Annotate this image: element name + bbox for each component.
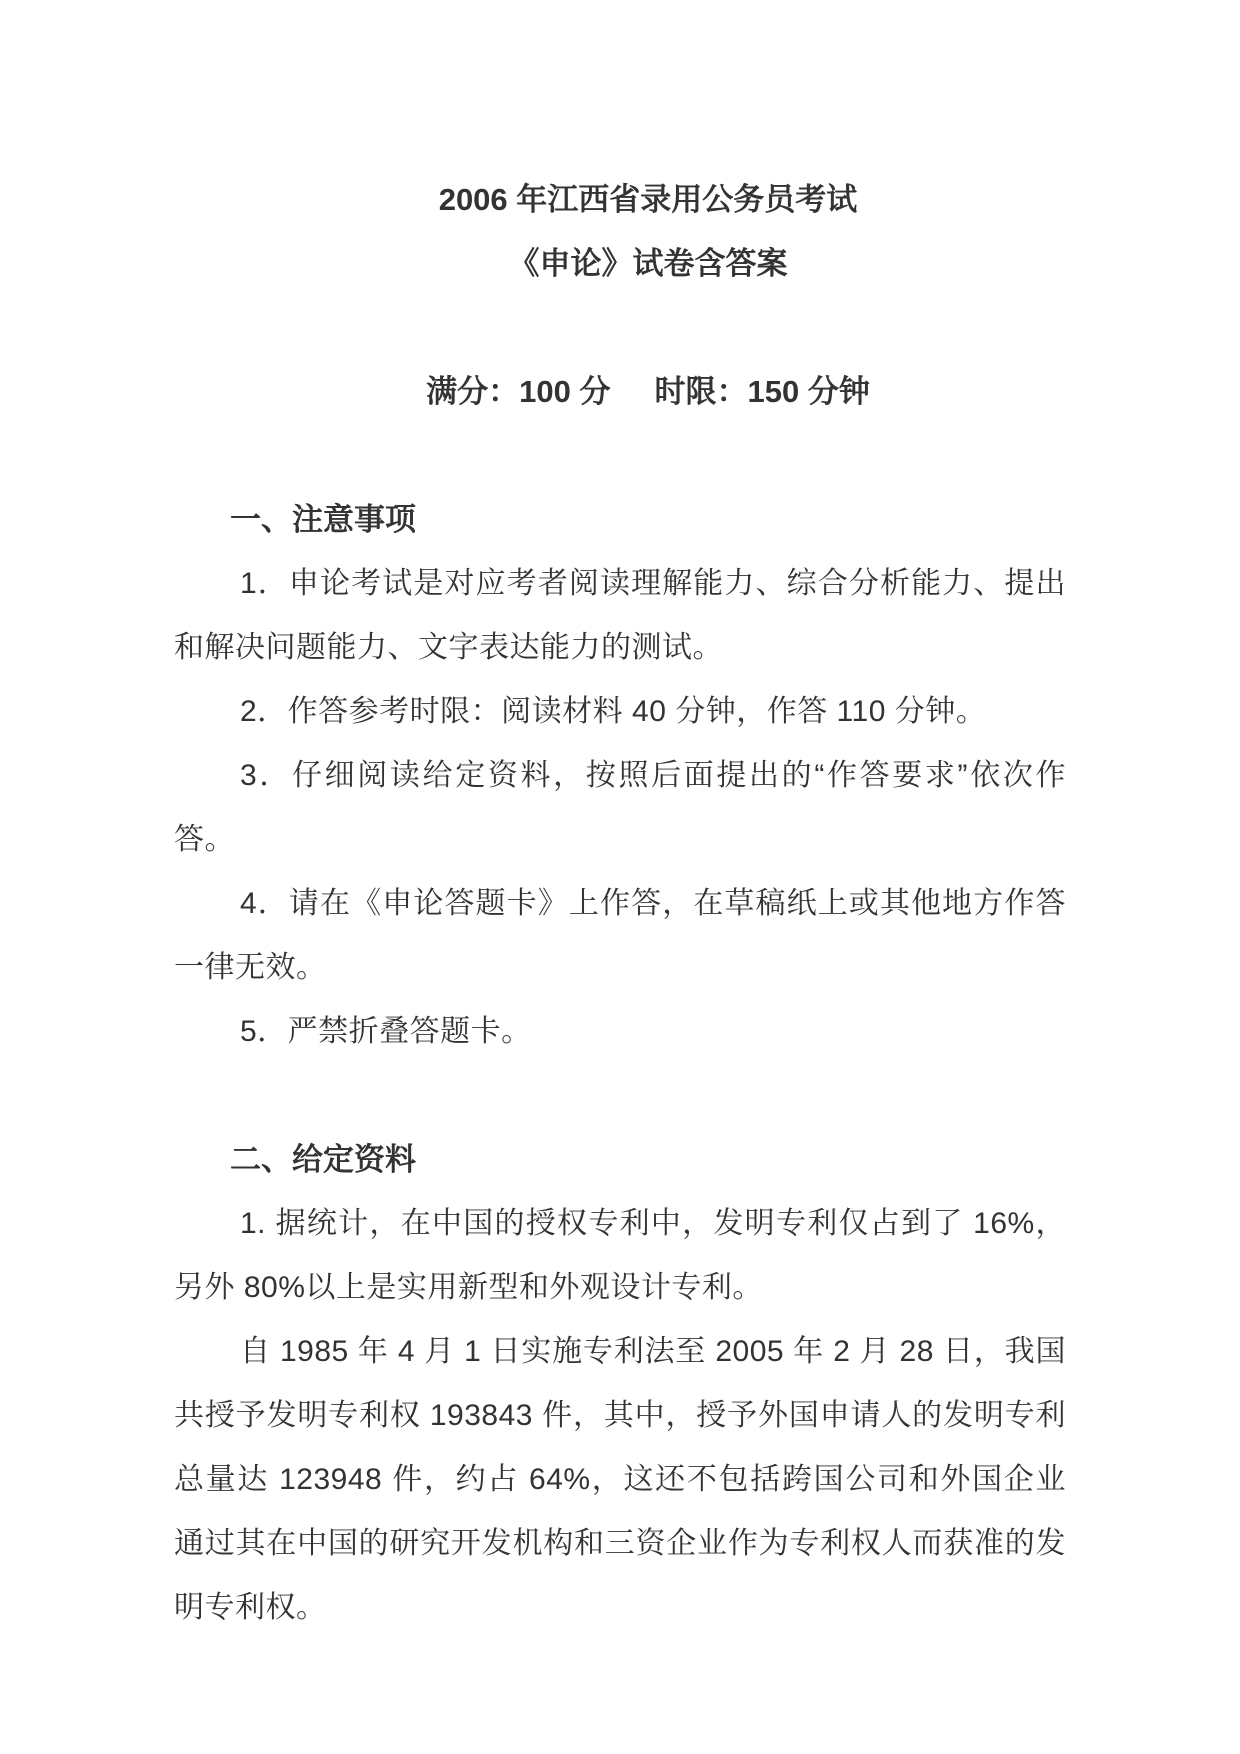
section-paragraph: 1. 据统计，在中国的授权专利中，发明专利仅占到了 16%，另外 80%以上是实用新型和外观设计专利。 <box>174 1207 1066 1304</box>
section-paragraph: 3．仔细阅读给定资料，按照后面提出的“作答要求”依次作答。 <box>174 759 1066 856</box>
section-heading: 二、给定资料 <box>230 1142 416 1177</box>
section-2 <box>174 1128 1066 1640</box>
time-limit-label: 时限：150 分钟 <box>654 374 870 409</box>
section-paragraph: 5．严禁折叠答题卡。 <box>240 1015 532 1048</box>
doc-title-line2: 《申论》试卷含答案 <box>508 246 788 281</box>
section-paragraph: 自 1985 年 4 月 1 日实施专利法至 2005 年 2 月 28 日，我国共授予发明专利权 193843 件，其中，授予外国申请人的发明专利总量达 123948 件，约占 64%，这还不包括跨国公司和外国企业通过其在中国的研究开发机构和三资企业作为专利权人而获准的发明专利权。 <box>174 1335 1066 1624</box>
doc-title-line1: 2006 年江西省录用公务员考试 <box>438 182 858 217</box>
meta-line <box>202 360 1094 424</box>
section-1 <box>174 488 1066 1064</box>
section-paragraph: 4．请在《申论答题卡》上作答，在草稿纸上或其他地方作答一律无效。 <box>174 887 1066 984</box>
sections-container <box>174 488 1066 1640</box>
full-score-label: 满分：100 分 <box>426 374 611 409</box>
section-paragraph: 2．作答参考时限：阅读材料 40 分钟，作答 110 分钟。 <box>240 695 987 728</box>
section-paragraph: 1．申论考试是对应考者阅读理解能力、综合分析能力、提出和解决问题能力、文字表达能力的测试。 <box>174 567 1066 664</box>
section-heading: 一、注意事项 <box>230 502 416 537</box>
